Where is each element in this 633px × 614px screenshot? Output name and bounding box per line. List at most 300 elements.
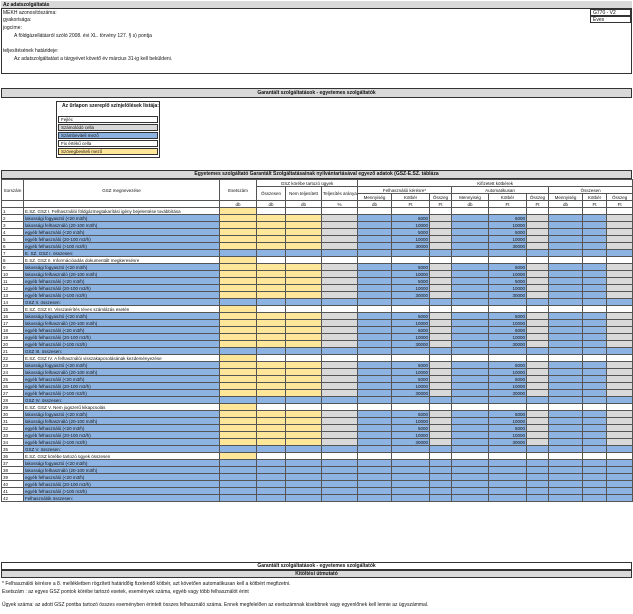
felh-kotber-cell: 5000 <box>392 229 430 236</box>
ossz-input[interactable] <box>257 243 286 250</box>
auto-menny-input[interactable] <box>452 425 489 432</box>
sum-cell <box>607 467 633 474</box>
auto-menny-input[interactable] <box>452 243 489 250</box>
felh-menny-input[interactable] <box>358 215 392 222</box>
esetszam-input[interactable] <box>220 327 257 334</box>
table-row <box>2 320 633 327</box>
auto-menny-input[interactable] <box>452 264 489 271</box>
felh-menny-input[interactable] <box>358 334 392 341</box>
auto-osszeg-cell <box>527 264 549 271</box>
felh-menny-input[interactable] <box>358 229 392 236</box>
legend-item-fixed: Fix értékű cella <box>58 140 158 147</box>
col-kotber: Kötbér <box>489 194 527 201</box>
felh-menny-input[interactable] <box>358 271 392 278</box>
row-label: egyéb felhasználó (20-100 m3/h) <box>24 481 220 488</box>
felh-kotber-cell: 10000 <box>392 369 430 376</box>
nem-telj-input[interactable] <box>286 390 322 397</box>
table-row <box>2 460 633 467</box>
auto-osszeg-cell <box>527 285 549 292</box>
table-row <box>2 334 633 341</box>
table-row <box>2 264 633 271</box>
ossz-input[interactable] <box>257 362 286 369</box>
empty-cell <box>358 355 392 362</box>
table-row <box>2 278 633 285</box>
ossz-osszeg-cell <box>607 334 633 341</box>
esetszam-input[interactable] <box>220 313 257 320</box>
sum-cell <box>358 348 392 355</box>
table-row <box>2 306 633 313</box>
nem-telj-input[interactable] <box>286 222 322 229</box>
nem-telj-input[interactable] <box>286 278 322 285</box>
legend-item-text-input: Szövegbeviteli mező <box>58 148 158 155</box>
felh-menny-input[interactable] <box>358 222 392 229</box>
row-label: egyéb felhasználó (20-100 m3/h) <box>24 236 220 243</box>
row-label: egyéb felhasználó (<20 m3/h) <box>24 229 220 236</box>
felh-menny-input[interactable] <box>358 236 392 243</box>
legal-value: A földgázellátásról szóló 2008. évi XL. törvény 127. § s) pontja <box>14 33 152 39</box>
esetszam-input[interactable] <box>220 208 257 215</box>
nem-telj-input[interactable] <box>286 418 322 425</box>
felh-osszeg-cell <box>430 341 452 348</box>
esetszam-input[interactable] <box>220 411 257 418</box>
auto-menny-input[interactable] <box>452 334 489 341</box>
ossz-input[interactable] <box>257 313 286 320</box>
ossz-kotber-cell <box>583 222 607 229</box>
nem-telj-input[interactable] <box>286 243 322 250</box>
row-label: GSZ V. összesen: <box>24 446 220 453</box>
ossz-menny-cell <box>549 383 583 390</box>
sum-cell <box>286 250 322 257</box>
sum-cell <box>358 397 392 404</box>
felh-menny-input[interactable] <box>358 278 392 285</box>
ossz-menny-cell <box>549 390 583 397</box>
felh-osszeg-cell <box>430 327 452 334</box>
felh-kotber-cell: 5000 <box>392 278 430 285</box>
esetszam-input[interactable] <box>220 243 257 250</box>
table-row <box>2 222 633 229</box>
ossz-osszeg-cell <box>607 222 633 229</box>
nem-telj-input[interactable] <box>286 292 322 299</box>
sum-cell <box>549 348 583 355</box>
sum-cell <box>489 495 527 502</box>
esetszam-input[interactable] <box>220 418 257 425</box>
esetszam-input[interactable] <box>220 383 257 390</box>
esetszam-input[interactable] <box>220 215 257 222</box>
sum-cell <box>392 460 430 467</box>
felh-osszeg-cell <box>430 383 452 390</box>
sum-cell <box>430 397 452 404</box>
empty-cell <box>392 257 430 264</box>
esetszam-input[interactable] <box>220 285 257 292</box>
nem-telj-input[interactable] <box>286 369 322 376</box>
nem-telj-input[interactable] <box>286 432 322 439</box>
esetszam-input[interactable] <box>220 334 257 341</box>
sum-cell <box>527 299 549 306</box>
felh-menny-input[interactable] <box>358 320 392 327</box>
nem-telj-input[interactable] <box>286 327 322 334</box>
felh-kotber-cell: 10000 <box>392 236 430 243</box>
empty-cell <box>452 208 489 215</box>
auto-osszeg-cell <box>527 334 549 341</box>
ossz-menny-cell <box>549 222 583 229</box>
felh-menny-input[interactable] <box>358 243 392 250</box>
ossz-input[interactable] <box>257 376 286 383</box>
ossz-input[interactable] <box>257 327 286 334</box>
table-row <box>2 383 633 390</box>
felh-menny-input[interactable] <box>358 376 392 383</box>
esetszam-input[interactable] <box>220 439 257 446</box>
felh-osszeg-cell <box>430 229 452 236</box>
ossz-input[interactable] <box>257 334 286 341</box>
felh-kotber-cell: 5000 <box>392 362 430 369</box>
ossz-input[interactable] <box>257 418 286 425</box>
row-label: egyéb felhasználó (20-100 m3/h) <box>24 383 220 390</box>
row-number: 15 <box>2 306 24 313</box>
felh-kotber-cell: 10000 <box>392 271 430 278</box>
felh-kotber-cell: 30000 <box>392 243 430 250</box>
sum-cell <box>358 481 392 488</box>
felh-menny-input[interactable] <box>358 341 392 348</box>
esetszam-input[interactable] <box>220 222 257 229</box>
sum-cell <box>322 488 358 495</box>
esetszam-input[interactable] <box>220 341 257 348</box>
ossz-input[interactable] <box>257 320 286 327</box>
ossz-kotber-cell <box>583 243 607 250</box>
table-row <box>2 215 633 222</box>
sum-cell <box>607 250 633 257</box>
sum-cell <box>286 495 322 502</box>
sum-cell <box>583 467 607 474</box>
row-label: GSZ II. összesen: <box>24 299 220 306</box>
empty-cell <box>392 208 430 215</box>
felh-menny-input[interactable] <box>358 292 392 299</box>
auto-menny-input[interactable] <box>452 320 489 327</box>
empty-cell <box>527 208 549 215</box>
unit-ft: Ft <box>489 201 527 208</box>
auto-menny-input[interactable] <box>452 376 489 383</box>
row-number: 34 <box>2 439 24 446</box>
table-row <box>2 341 633 348</box>
nem-telj-input[interactable] <box>286 334 322 341</box>
auto-kotber-cell: 10000 <box>489 369 527 376</box>
felh-menny-input[interactable] <box>358 432 392 439</box>
row-label: E.SZ. GSZ I. Felhasználói földgázmegtakarítási igény bejelentése továbbítása <box>24 208 220 215</box>
nem-telj-input[interactable] <box>286 439 322 446</box>
esetszam-sum <box>220 488 257 495</box>
sum-cell <box>489 348 527 355</box>
empty-cell <box>583 208 607 215</box>
auto-menny-input[interactable] <box>452 292 489 299</box>
sum-cell <box>286 397 322 404</box>
sum-cell <box>489 481 527 488</box>
auto-menny-input[interactable] <box>452 313 489 320</box>
table-row <box>2 376 633 383</box>
sum-cell <box>452 488 489 495</box>
auto-osszeg-cell <box>527 229 549 236</box>
sum-cell <box>549 397 583 404</box>
sum-cell <box>286 299 322 306</box>
felh-menny-input[interactable] <box>358 390 392 397</box>
sum-cell <box>392 250 430 257</box>
empty-cell <box>392 404 430 411</box>
felh-menny-input[interactable] <box>358 327 392 334</box>
ossz-input[interactable] <box>257 383 286 390</box>
empty-cell <box>257 404 286 411</box>
auto-menny-input[interactable] <box>452 215 489 222</box>
esetszam-input[interactable] <box>220 390 257 397</box>
ossz-menny-cell <box>549 278 583 285</box>
ossz-input[interactable] <box>257 215 286 222</box>
auto-kotber-cell: 10000 <box>489 432 527 439</box>
auto-menny-input[interactable] <box>452 271 489 278</box>
auto-menny-input[interactable] <box>452 222 489 229</box>
ossz-input[interactable] <box>257 369 286 376</box>
row-number: 35 <box>2 446 24 453</box>
auto-kotber-cell: 5000 <box>489 411 527 418</box>
ossz-input[interactable] <box>257 278 286 285</box>
felh-menny-input[interactable] <box>358 369 392 376</box>
auto-kotber-cell: 5000 <box>489 376 527 383</box>
table-row <box>2 488 633 495</box>
ossz-input[interactable] <box>257 425 286 432</box>
empty-cell <box>257 453 286 460</box>
table-row <box>2 208 633 215</box>
empty-cell <box>583 306 607 313</box>
empty-cell <box>322 404 358 411</box>
ossz-input[interactable] <box>257 432 286 439</box>
unit-cell <box>2 201 24 208</box>
table-row <box>2 362 633 369</box>
ossz-input[interactable] <box>257 292 286 299</box>
felh-menny-input[interactable] <box>358 411 392 418</box>
auto-menny-input[interactable] <box>452 411 489 418</box>
felh-kotber-cell: 30000 <box>392 341 430 348</box>
sum-cell <box>549 446 583 453</box>
empty-cell <box>549 453 583 460</box>
row-number: 7 <box>2 250 24 257</box>
ossz-input[interactable] <box>257 411 286 418</box>
ossz-osszeg-cell <box>607 264 633 271</box>
felh-osszeg-cell <box>430 292 452 299</box>
esetszam-input[interactable] <box>220 362 257 369</box>
ossz-kotber-cell <box>583 229 607 236</box>
felh-kotber-cell: 30000 <box>392 292 430 299</box>
auto-menny-input[interactable] <box>452 439 489 446</box>
col-telj-arany: Teljesítés aránya <box>322 187 358 201</box>
ossz-menny-cell <box>549 285 583 292</box>
empty-cell <box>583 404 607 411</box>
felh-menny-input[interactable] <box>358 362 392 369</box>
felh-menny-input[interactable] <box>358 425 392 432</box>
unit-ft: Ft <box>527 201 549 208</box>
auto-menny-input[interactable] <box>452 327 489 334</box>
auto-menny-input[interactable] <box>452 236 489 243</box>
ossz-input[interactable] <box>257 439 286 446</box>
nem-telj-input[interactable] <box>286 341 322 348</box>
felh-menny-input[interactable] <box>358 418 392 425</box>
felh-menny-input[interactable] <box>358 285 392 292</box>
esetszam-input[interactable] <box>220 369 257 376</box>
empty-cell <box>286 257 322 264</box>
auto-menny-input[interactable] <box>452 369 489 376</box>
deadline-label: teljesítésének határideje: <box>3 48 59 54</box>
esetszam-input[interactable] <box>220 271 257 278</box>
ossz-input[interactable] <box>257 236 286 243</box>
auto-menny-input[interactable] <box>452 278 489 285</box>
nem-telj-input[interactable] <box>286 264 322 271</box>
auto-osszeg-cell <box>527 278 549 285</box>
auto-menny-input[interactable] <box>452 341 489 348</box>
sum-cell <box>583 299 607 306</box>
esetszam-input[interactable] <box>220 453 257 460</box>
sum-cell <box>430 474 452 481</box>
row-number: 25 <box>2 376 24 383</box>
auto-menny-input[interactable] <box>452 383 489 390</box>
row-number: 29 <box>2 404 24 411</box>
esetszam-input[interactable] <box>220 432 257 439</box>
auto-osszeg-cell <box>527 432 549 439</box>
ossz-osszeg-cell <box>607 278 633 285</box>
table-row <box>2 425 633 432</box>
row-label: egyéb felhasználó (>100 m3/h) <box>24 390 220 397</box>
esetszam-input[interactable] <box>220 229 257 236</box>
col-mennyiseg: Mennyiség <box>358 194 392 201</box>
felh-menny-input[interactable] <box>358 383 392 390</box>
esetszam-input[interactable] <box>220 355 257 362</box>
row-number: 41 <box>2 488 24 495</box>
nem-telj-input[interactable] <box>286 285 322 292</box>
felh-osszeg-cell <box>430 334 452 341</box>
auto-kotber-cell: 30000 <box>489 243 527 250</box>
sum-cell <box>392 397 430 404</box>
felh-menny-input[interactable] <box>358 264 392 271</box>
sum-cell <box>358 250 392 257</box>
ossz-input[interactable] <box>257 271 286 278</box>
nem-telj-input[interactable] <box>286 320 322 327</box>
auto-menny-input[interactable] <box>452 229 489 236</box>
ossz-input[interactable] <box>257 229 286 236</box>
empty-cell <box>607 208 633 215</box>
ossz-input[interactable] <box>257 390 286 397</box>
empty-cell <box>430 208 452 215</box>
empty-cell <box>489 355 527 362</box>
legend-item-header: Fejléc <box>58 116 158 123</box>
nem-telj-input[interactable] <box>286 376 322 383</box>
telj-arany-cell <box>322 362 358 369</box>
auto-menny-input[interactable] <box>452 432 489 439</box>
sum-cell <box>452 460 489 467</box>
nem-telj-input[interactable] <box>286 313 322 320</box>
esetszam-input[interactable] <box>220 404 257 411</box>
telj-arany-cell <box>322 236 358 243</box>
unit-db: db <box>452 201 489 208</box>
sum-cell <box>549 481 583 488</box>
ossz-input[interactable] <box>257 264 286 271</box>
felh-osszeg-cell <box>430 411 452 418</box>
auto-kotber-cell: 30000 <box>489 341 527 348</box>
nem-telj-input[interactable] <box>286 383 322 390</box>
telj-arany-cell <box>322 418 358 425</box>
nem-telj-input[interactable] <box>286 236 322 243</box>
esetszam-input[interactable] <box>220 257 257 264</box>
esetszam-input[interactable] <box>220 306 257 313</box>
felh-kotber-cell: 10000 <box>392 320 430 327</box>
telj-arany-cell <box>322 432 358 439</box>
nem-telj-input[interactable] <box>286 362 322 369</box>
auto-kotber-cell: 10000 <box>489 334 527 341</box>
auto-menny-input[interactable] <box>452 285 489 292</box>
sum-cell <box>322 250 358 257</box>
footer-note-3: Ügyek száma: az adott GSZ pontba tartozó összes eseményben érintett összes felhasználó száma. Ennek megfelelően az esetszámnak kisebbnek vagy egyenlőnek kell lennie az ügyszámmal. <box>2 602 429 608</box>
section-title: Garantált szolgáltatások - egyetemes szolgáltatók <box>1 88 632 98</box>
auto-osszeg-cell <box>527 215 549 222</box>
felh-menny-input[interactable] <box>358 313 392 320</box>
auto-menny-input[interactable] <box>452 390 489 397</box>
esetszam-input[interactable] <box>220 292 257 299</box>
esetszam-sum <box>220 348 257 355</box>
table-row <box>2 299 633 306</box>
esetszam-input[interactable] <box>220 236 257 243</box>
unit-ft: Ft <box>607 201 633 208</box>
ossz-kotber-cell <box>583 215 607 222</box>
felh-menny-input[interactable] <box>358 439 392 446</box>
telj-arany-cell <box>322 271 358 278</box>
esetszam-input[interactable] <box>220 264 257 271</box>
sum-cell <box>527 460 549 467</box>
sum-cell <box>322 397 358 404</box>
esetszam-input[interactable] <box>220 320 257 327</box>
sum-cell <box>607 446 633 453</box>
sum-cell <box>583 488 607 495</box>
auto-menny-input[interactable] <box>452 362 489 369</box>
empty-cell <box>607 404 633 411</box>
ossz-input[interactable] <box>257 222 286 229</box>
felh-kotber-cell: 10000 <box>392 334 430 341</box>
row-number: 1 <box>2 208 24 215</box>
legend-item-number-input: Számbeviteli mező <box>58 132 158 139</box>
felh-kotber-cell: 10000 <box>392 418 430 425</box>
nem-telj-input[interactable] <box>286 271 322 278</box>
ossz-input[interactable] <box>257 285 286 292</box>
nem-telj-input[interactable] <box>286 411 322 418</box>
sum-cell <box>583 348 607 355</box>
sum-cell <box>322 481 358 488</box>
esetszam-input[interactable] <box>220 376 257 383</box>
row-label: egyéb felhasználó (20-100 m3/h) <box>24 334 220 341</box>
auto-menny-input[interactable] <box>452 418 489 425</box>
row-number: 14 <box>2 299 24 306</box>
ossz-osszeg-cell <box>607 313 633 320</box>
col-osszeg: Összeg <box>527 194 549 201</box>
esetszam-sum <box>220 474 257 481</box>
sum-cell <box>527 467 549 474</box>
ossz-input[interactable] <box>257 341 286 348</box>
esetszam-input[interactable] <box>220 425 257 432</box>
auto-osszeg-cell <box>527 236 549 243</box>
sum-cell <box>452 250 489 257</box>
esetszam-input[interactable] <box>220 278 257 285</box>
table-row <box>2 292 633 299</box>
felh-kotber-cell: 5000 <box>392 376 430 383</box>
nem-telj-input[interactable] <box>286 215 322 222</box>
ossz-kotber-cell <box>583 432 607 439</box>
nem-telj-input[interactable] <box>286 229 322 236</box>
ossz-menny-cell <box>549 327 583 334</box>
ossz-menny-cell <box>549 292 583 299</box>
unit-pct: % <box>322 201 358 208</box>
nem-telj-input[interactable] <box>286 425 322 432</box>
telj-arany-cell <box>322 264 358 271</box>
